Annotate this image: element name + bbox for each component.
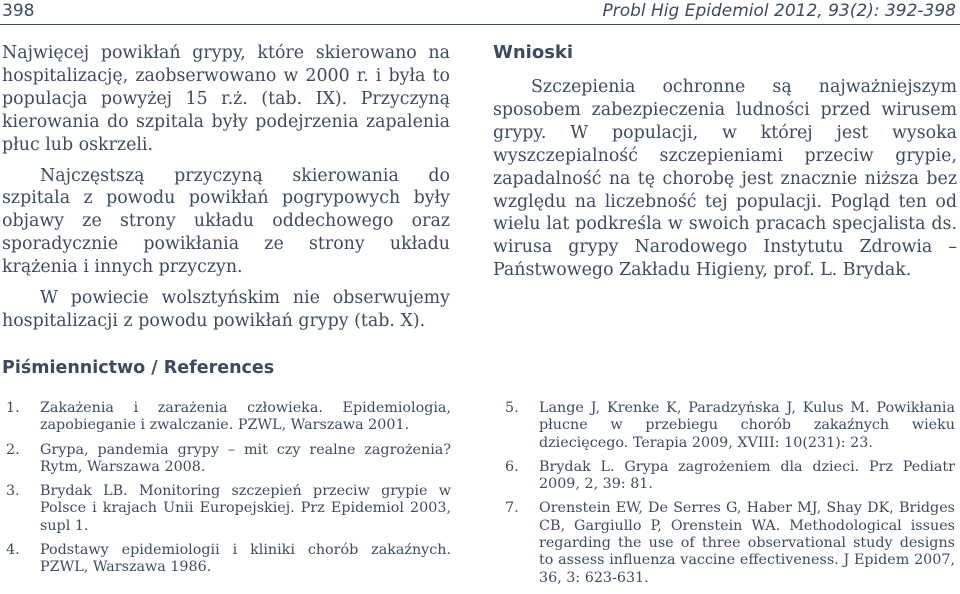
- references-list-left: [6, 400, 451, 584]
- reference-text: Brydak L. Grypa zagrożeniem dla dzieci. Prz Pediatr 2009, 2, 39: 81.: [539, 458, 955, 493]
- left-column: [2, 42, 450, 341]
- reference-item: [6, 400, 451, 435]
- reference-number: 6.: [505, 458, 519, 475]
- reference-item: [505, 459, 955, 494]
- journal-citation: Probl Hig Epidemiol 2012, 93(2): 392-398: [602, 1, 956, 21]
- reference-number: 7.: [505, 500, 519, 517]
- page-number: 398: [2, 1, 35, 21]
- reference-text: Brydak LB. Monitoring szczepień przeciw grypie w Polsce i krajach Unii Europejskiej. Prz Epidemiol 2003, supl 1.: [40, 483, 451, 534]
- reference-text: Lange J, Krenke K, Paradzyńska J, Kulus M. Powikłania płucne w przebiegu chorób zakaźnych wieku dziecięcego. Terapia 2009, XVIII: 10(231): 23.: [539, 400, 955, 451]
- reference-item: [6, 542, 451, 577]
- paragraph: Najwięcej powikłań grypy, które skierowano na hospitalizację, zaobserwowano w 2000 r. i była to populacja powyżej 15 r.ż. (tab. IX). Przyczyną kierowania do szpitala były podejrzenia zapalenia płuc lub oskrzeli.: [2, 43, 450, 155]
- reference-text: Zakażenia i zarażenia człowieka. Epidemiologia, zapobieganie i zwalczanie. PZWL, Warszawa 2001.: [40, 400, 451, 434]
- page-header: [0, 0, 960, 25]
- section-heading-conclusions: Wnioski: [493, 42, 574, 63]
- reference-item: [505, 500, 955, 586]
- paragraph: W powiecie wolsztyńskim nie obserwujemy hospitalizacji z powodu powikłań grypy (tab. X).: [2, 288, 450, 331]
- references-heading: Piśmiennictwo / References: [2, 358, 275, 378]
- reference-item: [505, 400, 955, 452]
- reference-item: [6, 442, 451, 477]
- reference-number: 3.: [6, 483, 20, 500]
- paragraph: Najczęstszą przyczyną skierowania do szpitala z powodu powikłań pogrypowych były objawy ze strony układu oddechowego oraz sporadycznie powikłania ze strony układu krążenia i innych przyczyn.: [2, 165, 450, 278]
- reference-number: 2.: [6, 441, 20, 458]
- reference-number: 4.: [6, 542, 20, 559]
- reference-text: Grypa, pandemia grypy – mit czy realne zagrożenia? Rytm, Warszawa 2008.: [40, 441, 451, 475]
- references-list-right: [505, 400, 955, 594]
- reference-text: Orenstein EW, De Serres G, Haber MJ, Shay DK, Bridges CB, Gargiullo P, Orenstein WA. Methodological issues regarding the use of three observational study designs to assess influenza vaccine effectiveness. J Epidem 2007, 36, 3: 623-631.: [539, 500, 955, 586]
- right-column: [493, 42, 957, 282]
- reference-number: 5.: [505, 400, 519, 416]
- paragraph: Szczepienia ochronne są najważniejszym sposobem zabezpieczenia ludności przed wirusem grypy. W populacji, w której jest wysoka wyszczepialność szczepieniami przeciw grypie, zapadalność na tę chorobę jest znacznie niższa bez względu na liczebność tej populacji. Pogląd ten od wielu lat podkreśla w swoich pracach specjalista ds. wirusa grypy Narodowego Instytutu Zdrowia – Państwowego Zakładu Higieny, prof. L. Brydak.: [493, 77, 957, 281]
- reference-item: [6, 483, 451, 535]
- reference-text: Podstawy epidemiologii i kliniki chorób zakaźnych. PZWL, Warszawa 1986.: [40, 542, 451, 576]
- reference-number: 1.: [6, 400, 20, 416]
